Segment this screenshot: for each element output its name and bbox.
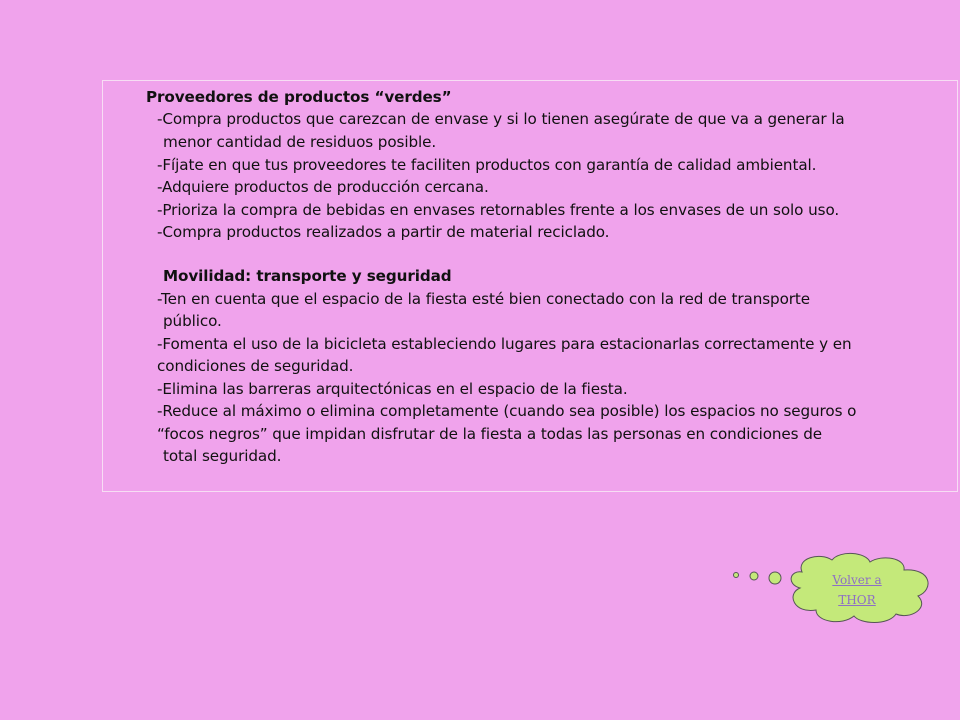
text-line: -Fomenta el uso de la bicicleta estableciendo lugares para estacionarlas correctamente y en bbox=[157, 335, 852, 353]
text-line: total seguridad. bbox=[163, 447, 282, 465]
text-line: -Elimina las barreras arquitectónicas en el espacio de la fiesta. bbox=[157, 380, 628, 398]
text-line: -Reduce al máximo o elimina completamente (cuando sea posible) los espacios no seguros o bbox=[157, 402, 857, 420]
text-line: menor cantidad de residuos posible. bbox=[163, 133, 437, 151]
text-line: “focos negros” que impidan disfrutar de la fiesta a todas las personas en condiciones de bbox=[157, 425, 823, 443]
text-line: público. bbox=[163, 312, 222, 330]
back-link-line1: Volver a bbox=[832, 573, 882, 587]
text-line: -Ten en cuenta que el espacio de la fiesta esté bien conectado con la red de transporte bbox=[157, 290, 811, 308]
text-line: -Fíjate en que tus proveedores te faciliten productos con garantía de calidad ambiental. bbox=[157, 156, 817, 174]
text-line: -Compra productos realizados a partir de material reciclado. bbox=[157, 223, 610, 241]
section-heading-mobility: Movilidad: transporte y seguridad bbox=[163, 267, 452, 285]
section-heading-suppliers: Proveedores de productos “verdes” bbox=[146, 88, 452, 106]
text-line: -Prioriza la compra de bebidas en envases retornables frente a los envases de un solo uso. bbox=[157, 201, 840, 219]
back-to-thor-link[interactable] bbox=[792, 560, 922, 620]
text-line: condiciones de seguridad. bbox=[157, 357, 354, 375]
text-line: -Adquiere productos de producción cercana. bbox=[157, 178, 489, 196]
text-line: -Compra productos que carezcan de envase y si lo tienen asegúrate de que va a generar la bbox=[157, 110, 845, 128]
back-link-line2: THOR bbox=[838, 593, 876, 607]
